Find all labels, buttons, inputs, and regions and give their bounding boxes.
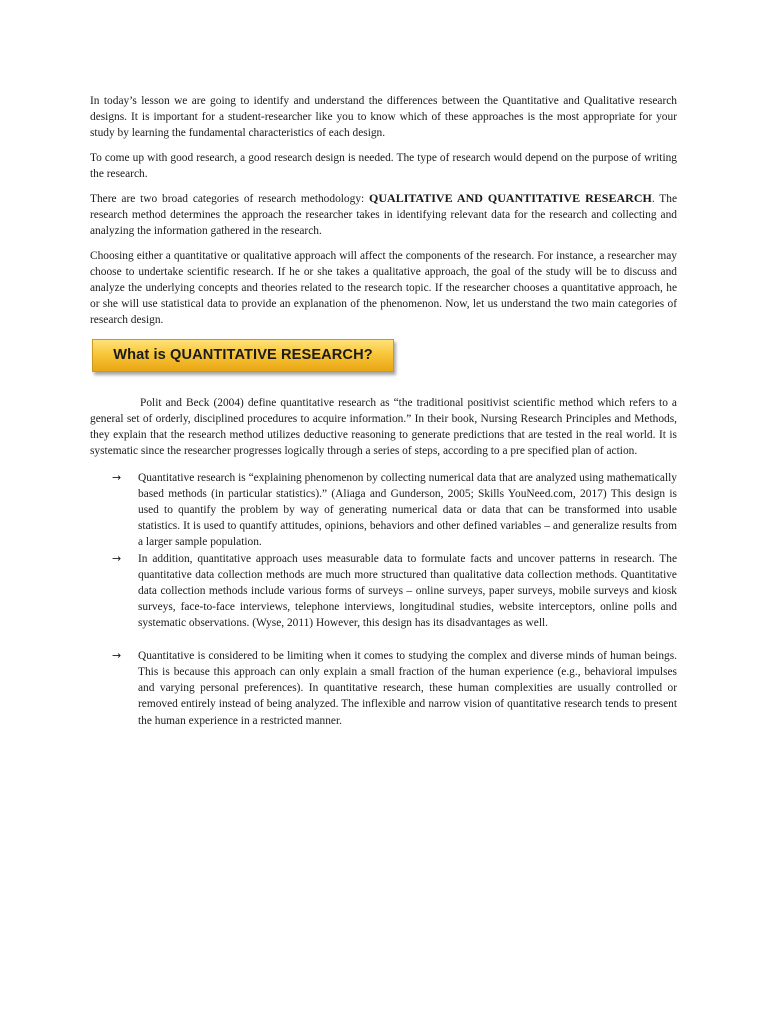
list-item: [90, 551, 677, 632]
quantitative-definition-text: Polit and Beck (2004) define quantitative research as “the traditional positivist scientific method which refers to a general set of orderly, disciplined procedures to acquire information.” In their book, Nursing Research Principles and Methods, they explain that the research method utilizes deductive reasoning to generate predictions that are tested in the real world. It is systematic since the researcher progresses logically through a series of steps, according to a pre specified plan of action.: [90, 396, 677, 458]
right-arrow-icon: →: [112, 648, 122, 662]
banner-title: What is QUANTITATIVE RESEARCH?: [113, 346, 373, 363]
methodology-categories-bold: QUALITATIVE AND QUANTITATIVE RESEARCH: [369, 191, 652, 206]
list-item: [90, 648, 677, 729]
intro-paragraph-3: [90, 190, 677, 240]
right-arrow-icon: →: [112, 551, 122, 565]
intro-paragraph-2: To come up with good research, a good research design is needed. The type of research would depend on the purpose of writing the research.: [90, 151, 677, 180]
quantitative-research-banner: [92, 339, 394, 372]
methodology-trailing-text: . The research method determines the approach the researcher takes in identifying relevant data for the research and collecting and analyzing the information gathered in the research.: [90, 193, 678, 238]
bullet-text: Quantitative research is “explaining phenomenon by collecting numerical data that are analyzed using mathematically based methods (in particular statistics).” (Aliaga and Gunderson, 2005; Skills YouNeed.com, 2017) This design is used to quantify the problem by way of generating numerical data or data that can be transformed into usable statistics. It is used to quantify attitudes, opinions, behaviors and other defined variables – and generalize results from a larger sample population.: [138, 471, 677, 549]
list-item: [90, 470, 677, 551]
methodology-lead-text: There are two broad categories of research methodology:: [90, 193, 370, 206]
intro-paragraph-1: In today’s lesson we are going to identify and understand the differences between the Quantitative and Qualitative research designs. It is important for a student-researcher like you to know which of these approaches is the most appropriate for your study by learning the fundamental characteristics of each design.: [90, 95, 677, 140]
right-arrow-icon: →: [112, 470, 122, 484]
bullet-text: In addition, quantitative approach uses measurable data to formulate facts and uncover patterns in research. The quantitative data collection methods are much more structured than qualitative data collection methods. Quantitative data collection methods include various forms of surveys – online surveys, paper surveys, mobile surveys and kiosk surveys, face-to-face interviews, telephone interviews, longitudinal studies, website interceptors, online polls and systematic observations. (Wyse, 2011) However, this design has its disadvantages as well.: [138, 552, 677, 630]
document-page: [90, 93, 677, 729]
quantitative-definition-paragraph: [90, 395, 677, 460]
bullet-text: Quantitative is considered to be limiting when it comes to studying the complex and diverse minds of human beings. This is because this approach can only explain a small fraction of the human experience (e.g., behavioral impulses and varying personal preferences). In quantitative research, these human complexities are usually controlled or removed entirely instead of being analyzed. The inflexible and narrow vision of quantitative research tends to present the human experience in a restricted manner.: [138, 649, 677, 727]
quantitative-bullet-list: [90, 470, 677, 729]
section-banner-wrapper: [92, 339, 677, 377]
intro-paragraph-4: Choosing either a quantitative or qualitative approach will affect the components of the research. For instance, a researcher may choose to undertake scientific research. If he or she takes a qualitative approach, the goal of the study will be to discuss and analyze the underlying concepts and theories related to the research topic. If the researcher chooses a quantitative approach, he or she will use statistical data to provide an explanation of the phenomenon. Now, let us understand the two main categories of research design.: [90, 249, 677, 327]
